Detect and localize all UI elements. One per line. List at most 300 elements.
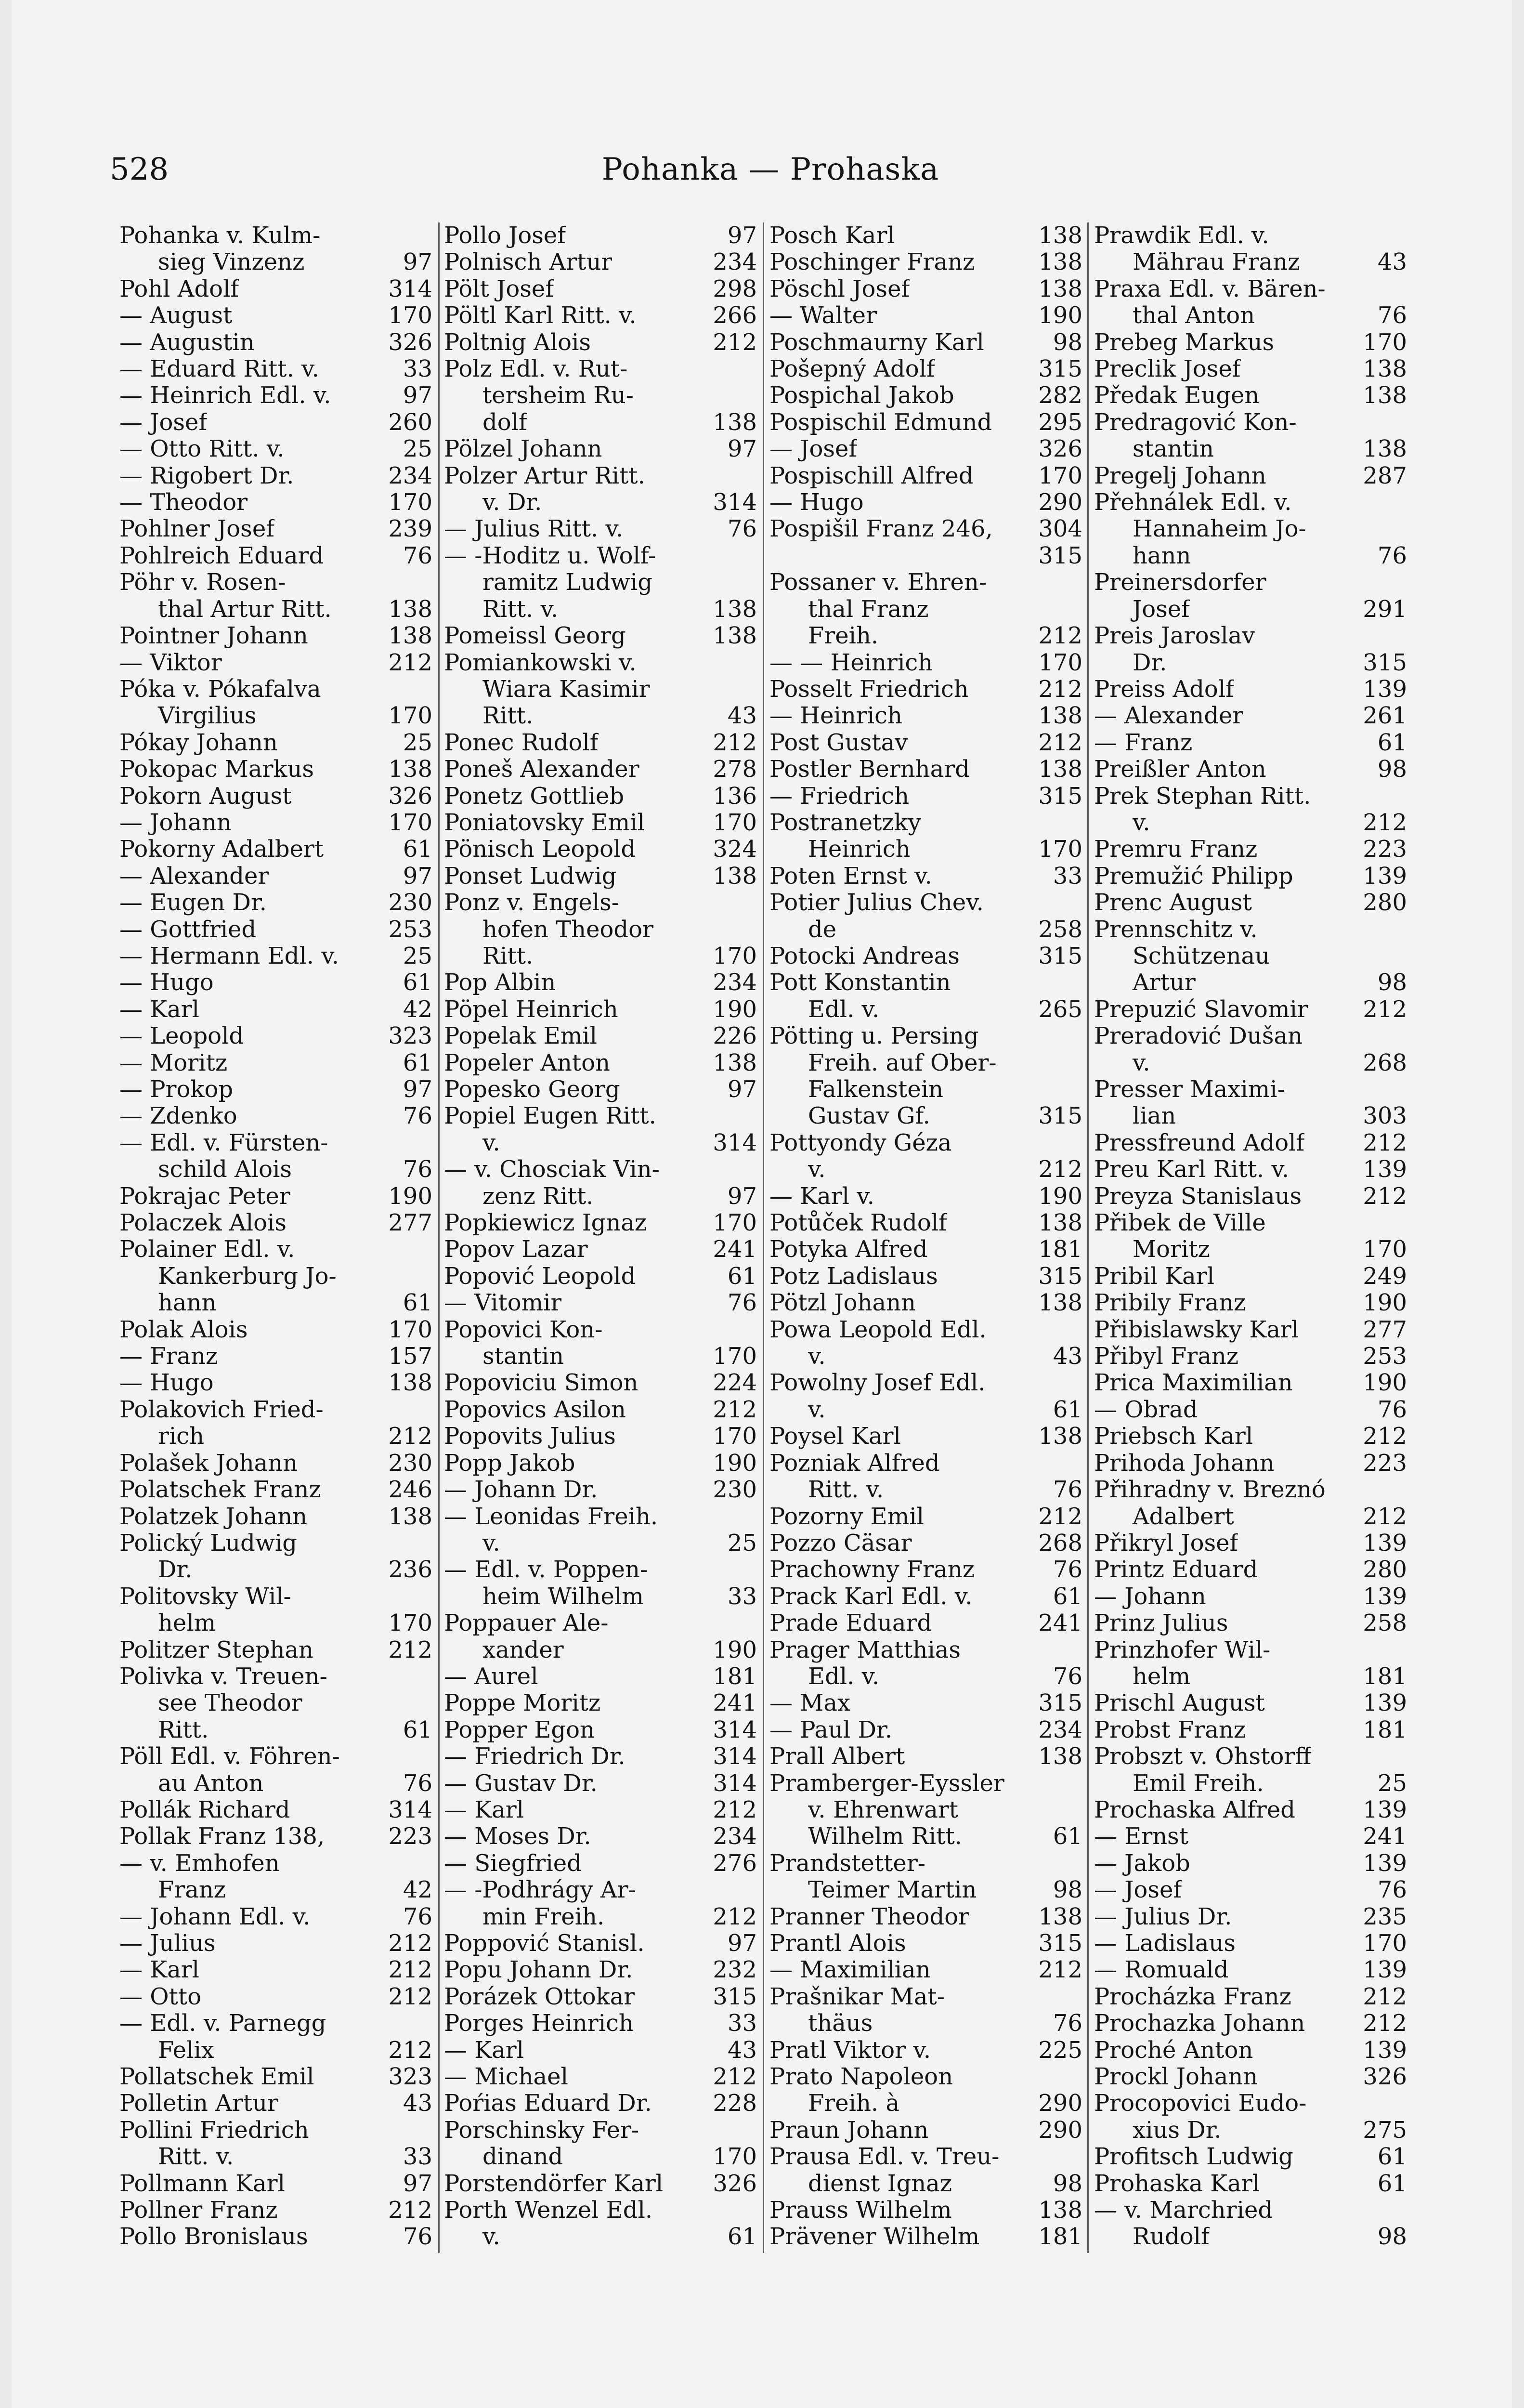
- entry-page-ref: 170: [1038, 649, 1082, 676]
- index-entry: [444, 863, 757, 890]
- index-entry: [769, 382, 1082, 409]
- entry-name: thäus: [808, 2010, 873, 2037]
- index-entry: [1094, 1610, 1407, 1636]
- entry-page-ref: 253: [1363, 1343, 1407, 1370]
- entry-name: Pospischill Alfred: [769, 462, 974, 489]
- entry-name: Prawdik Edl. v.: [1094, 222, 1269, 249]
- entry-name: v.: [482, 2224, 500, 2251]
- index-entry: [119, 943, 432, 969]
- entry-name: Pollner Franz: [119, 2197, 278, 2224]
- entry-page-ref: 97: [403, 2170, 432, 2197]
- entry-page-ref: 323: [388, 1022, 432, 1050]
- index-entry: [1094, 1130, 1407, 1156]
- entry-page-ref: 138: [1038, 249, 1082, 276]
- index-entry: [1094, 329, 1407, 356]
- entry-name: Postranetzky: [769, 809, 921, 836]
- entry-name: ramitz Ludwig: [482, 569, 652, 596]
- entry-page-ref: 138: [1038, 1423, 1082, 1450]
- entry-page-ref: 295: [1038, 408, 1082, 436]
- entry-name: Polatzek Johann: [119, 1503, 308, 1530]
- index-entry: [119, 863, 432, 890]
- index-entry: [769, 1370, 1082, 1396]
- index-entry: [769, 1610, 1082, 1636]
- entry-page-ref: 97: [727, 435, 757, 463]
- index-entry: [119, 1904, 432, 1930]
- index-entry: [1094, 1957, 1407, 1983]
- entry-page-ref: 234: [1038, 1716, 1082, 1743]
- entry-page-ref: 76: [403, 542, 432, 569]
- entry-name: Moritz: [1133, 1236, 1210, 1263]
- entry-name: Pomiankowski v.: [444, 649, 637, 676]
- index-entry: [769, 596, 1082, 623]
- entry-name: Prihoda Johann: [1094, 1450, 1275, 1477]
- index-entry: [1094, 836, 1407, 863]
- entry-name: — Otto: [119, 1983, 202, 2010]
- entry-name: Prato Napoleon: [769, 2064, 953, 2091]
- entry-name: Pozorny Emil: [769, 1503, 924, 1530]
- index-entry: [119, 1236, 432, 1263]
- entry-name: Poltnig Alois: [444, 329, 591, 356]
- index-entry: [769, 1290, 1082, 1316]
- entry-page-ref: 253: [388, 916, 432, 943]
- entry-name: Prischl August: [1094, 1690, 1265, 1717]
- entry-page-ref: 170: [388, 1610, 432, 1637]
- entry-name: — Zdenko: [119, 1103, 237, 1130]
- index-entry: [769, 1317, 1082, 1343]
- entry-name: Pokorn August: [119, 783, 292, 810]
- index-entry: [444, 1984, 757, 2010]
- entry-page-ref: 139: [1363, 675, 1407, 703]
- entry-page-ref: 76: [727, 1289, 757, 1317]
- entry-page-ref: 239: [388, 515, 432, 543]
- entry-page-ref: 76: [1053, 1476, 1082, 1504]
- index-entry: [1094, 969, 1407, 996]
- entry-page-ref: 170: [713, 1209, 757, 1237]
- index-entry: [1094, 436, 1407, 462]
- entry-name: Post Gustav: [769, 729, 908, 756]
- entry-page-ref: 139: [1363, 1689, 1407, 1717]
- entry-page-ref: 138: [713, 595, 757, 623]
- entry-name: Poŕias Eduard Dr.: [444, 2090, 652, 2117]
- index-entry: [444, 1290, 757, 1316]
- index-entry: [444, 810, 757, 836]
- entry-page-ref: 258: [1363, 1610, 1407, 1637]
- index-entry: [1094, 756, 1407, 783]
- entry-name: Popeler Anton: [444, 1049, 611, 1076]
- entry-page-ref: 170: [713, 809, 757, 836]
- index-entry: [444, 409, 757, 436]
- entry-name: — Vitomir: [444, 1290, 562, 1317]
- entry-page-ref: 212: [1363, 2010, 1407, 2037]
- index-entry: [1094, 356, 1407, 382]
- entry-page-ref: 170: [1038, 462, 1082, 489]
- entry-page-ref: 139: [1363, 1956, 1407, 1984]
- entry-page-ref: 323: [388, 2063, 432, 2091]
- index-entry: [1094, 1156, 1407, 1183]
- entry-name: Polletin Artur: [119, 2090, 278, 2117]
- entry-name: Emil Freih.: [1133, 1770, 1264, 1797]
- entry-name: — Siegfried: [444, 1850, 582, 1877]
- index-entry: [444, 2144, 757, 2170]
- index-entry: [1094, 1076, 1407, 1103]
- entry-name: Potůček Rudolf: [769, 1210, 947, 1237]
- entry-name: Ritt. v.: [808, 1477, 884, 1504]
- entry-name: Prochazka Johann: [1094, 2010, 1305, 2037]
- entry-page-ref: 76: [1053, 2010, 1082, 2037]
- index-entry: [444, 1423, 757, 1450]
- index-entry: [1094, 2064, 1407, 2090]
- entry-name: Mährau Franz: [1133, 249, 1300, 276]
- index-entry: [769, 2224, 1082, 2250]
- index-entry: [769, 1156, 1082, 1183]
- entry-page-ref: 138: [1038, 702, 1082, 730]
- entry-page-ref: 241: [713, 1236, 757, 1263]
- index-entry: [119, 890, 432, 916]
- entry-page-ref: 97: [727, 222, 757, 249]
- index-entry: [769, 1984, 1082, 2010]
- entry-page-ref: 25: [727, 1529, 757, 1557]
- entry-page-ref: 61: [403, 969, 432, 996]
- entry-page-ref: 76: [403, 2223, 432, 2251]
- entry-name: Prantl Alois: [769, 1930, 906, 1957]
- entry-name: Poysel Karl: [769, 1423, 901, 1450]
- index-entry: [769, 890, 1082, 916]
- entry-name: Pölzel Johann: [444, 436, 602, 463]
- entry-name: Heinrich: [808, 836, 911, 863]
- index-entry: [119, 1023, 432, 1049]
- index-entry: [444, 2197, 757, 2224]
- index-entry: [119, 302, 432, 329]
- index-column-1: [119, 222, 432, 2264]
- index-entry: [444, 1450, 757, 1477]
- entry-name: Pöltl Karl Ritt. v.: [444, 302, 637, 329]
- entry-name: Přibek de Ville: [1094, 1210, 1266, 1237]
- entry-name: v.: [1133, 809, 1150, 836]
- entry-name: Prack Karl Edl. v.: [769, 1583, 973, 1610]
- entry-page-ref: 326: [1038, 435, 1082, 463]
- entry-name: Prennschitz v.: [1094, 916, 1258, 943]
- running-head: Pohanka — Prohaska: [601, 152, 939, 187]
- index-entry: [1094, 2224, 1407, 2250]
- entry-page-ref: 212: [1038, 1156, 1082, 1183]
- entry-page-ref: 226: [713, 1022, 757, 1050]
- index-entry: [444, 676, 757, 703]
- entry-page-ref: 61: [1377, 2170, 1407, 2197]
- entry-name: Pollák Richard: [119, 1796, 290, 1823]
- entry-page-ref: 33: [403, 2143, 432, 2171]
- index-entry: [444, 623, 757, 649]
- index-entry: [119, 1343, 432, 1370]
- entry-name: Ritt.: [158, 1716, 209, 1743]
- entry-name: — Max: [769, 1690, 851, 1717]
- index-entry: [1094, 650, 1407, 676]
- index-entry: [444, 756, 757, 783]
- index-entry: [119, 1637, 432, 1663]
- entry-name: Prochaska Alfred: [1094, 1796, 1296, 1823]
- index-entry: [119, 2171, 432, 2197]
- entry-page-ref: 139: [1363, 1583, 1407, 1610]
- entry-page-ref: 138: [388, 622, 432, 650]
- entry-page-ref: 234: [713, 969, 757, 996]
- entry-name: — Leopold: [119, 1023, 244, 1050]
- entry-name: Prall Albert: [769, 1743, 905, 1770]
- entry-name: au Anton: [158, 1770, 264, 1797]
- index-entry: [119, 596, 432, 623]
- entry-page-ref: 326: [1363, 2063, 1407, 2091]
- index-entry: [119, 1663, 432, 1690]
- entry-page-ref: 76: [1377, 1396, 1407, 1423]
- index-entry: [119, 1850, 432, 1877]
- entry-name: — Edl. v. Fürsten-: [119, 1129, 328, 1156]
- index-entry: [444, 2010, 757, 2037]
- entry-page-ref: 43: [1053, 1343, 1082, 1370]
- index-entry: [769, 1183, 1082, 1210]
- entry-name: Pölt Josef: [444, 275, 554, 302]
- index-entry: [119, 1263, 432, 1290]
- entry-name: Dr.: [1133, 649, 1167, 676]
- entry-page-ref: 139: [1363, 1156, 1407, 1183]
- index-entry: [769, 810, 1082, 836]
- entry-page-ref: 138: [1363, 382, 1407, 409]
- index-entry: [1094, 2010, 1407, 2037]
- index-entry: [444, 1717, 757, 1743]
- index-entry: [1094, 810, 1407, 836]
- entry-name: Felix: [158, 2037, 214, 2064]
- entry-name: Pöhr v. Rosen-: [119, 569, 286, 596]
- entry-name: Hannaheim Jo-: [1133, 516, 1306, 543]
- entry-name: Popkiewicz Ignaz: [444, 1210, 647, 1237]
- entry-page-ref: 212: [1363, 1129, 1407, 1156]
- index-entry: [769, 756, 1082, 783]
- entry-name: Pollo Bronislaus: [119, 2224, 308, 2251]
- entry-name: Prek Stephan Ritt.: [1094, 783, 1311, 810]
- entry-page-ref: 212: [1363, 1182, 1407, 1210]
- entry-name: Poschmaurny Karl: [769, 329, 984, 356]
- entry-page-ref: 76: [727, 515, 757, 543]
- index-entry: [119, 1877, 432, 1903]
- entry-name: Pranner Theodor: [769, 1903, 970, 1930]
- index-entry: [1094, 943, 1407, 969]
- entry-page-ref: 138: [713, 408, 757, 436]
- index-entry: [769, 1050, 1082, 1076]
- index-entry: [119, 1317, 432, 1343]
- entry-name: Prinzhofer Wil-: [1094, 1636, 1271, 1663]
- entry-name: Printz Eduard: [1094, 1557, 1258, 1584]
- entry-name: — — Heinrich: [769, 649, 933, 676]
- entry-name: Polivka v. Treuen-: [119, 1663, 327, 1690]
- entry-page-ref: 97: [727, 1182, 757, 1210]
- entry-page-ref: 280: [1363, 889, 1407, 916]
- entry-name: Posch Karl: [769, 222, 895, 249]
- entry-name: Porges Heinrich: [444, 2010, 634, 2037]
- entry-name: Poppe Moritz: [444, 1690, 601, 1717]
- entry-name: — Johann: [119, 809, 232, 836]
- column-rule: [763, 222, 764, 2253]
- entry-page-ref: 25: [403, 435, 432, 463]
- index-entry: [119, 783, 432, 810]
- entry-name: v.: [482, 1530, 500, 1557]
- index-entry: [1094, 1850, 1407, 1877]
- entry-name: — Moses Dr.: [444, 1823, 591, 1850]
- entry-name: Procopovici Eudo-: [1094, 2090, 1307, 2117]
- page-number: 528: [110, 152, 169, 187]
- index-entry: [119, 382, 432, 409]
- entry-name: Premru Franz: [1094, 836, 1258, 863]
- entry-name: — Julius Dr.: [1094, 1903, 1232, 1930]
- index-entry: [444, 2117, 757, 2144]
- entry-name: Preyza Stanislaus: [1094, 1183, 1302, 1210]
- index-entry: [444, 1610, 757, 1636]
- entry-name: thal Anton: [1133, 302, 1255, 329]
- entry-page-ref: 234: [713, 249, 757, 276]
- entry-page-ref: 138: [1038, 1743, 1082, 1770]
- entry-page-ref: 61: [1053, 1583, 1082, 1610]
- index-entry: [444, 2037, 757, 2064]
- entry-page-ref: 287: [1363, 462, 1407, 489]
- entry-page-ref: 223: [1363, 836, 1407, 863]
- entry-name: — Maximilian: [769, 1957, 931, 1984]
- index-entry: [769, 1397, 1082, 1423]
- index-entry: [1094, 1717, 1407, 1743]
- entry-name: Pókay Johann: [119, 729, 278, 756]
- index-entry: [1094, 1317, 1407, 1343]
- index-entry: [119, 1984, 432, 2010]
- index-entry: [1094, 516, 1407, 542]
- entry-name: — Karl: [119, 996, 200, 1023]
- entry-page-ref: 314: [713, 1716, 757, 1743]
- index-entry: [769, 1450, 1082, 1477]
- index-entry: [444, 436, 757, 462]
- index-entry: [444, 1557, 757, 1583]
- index-entry: [119, 623, 432, 649]
- entry-name: Ritt.: [482, 942, 534, 969]
- entry-name: Praun Johann: [769, 2117, 929, 2144]
- entry-name: — Josef: [1094, 1877, 1182, 1904]
- entry-page-ref: 170: [1363, 328, 1407, 356]
- entry-page-ref: 97: [727, 1930, 757, 1957]
- entry-name: Powa Leopold Edl.: [769, 1316, 987, 1343]
- entry-name: Pohlner Josef: [119, 516, 274, 543]
- index-entry: [444, 730, 757, 756]
- index-entry: [769, 1584, 1082, 1610]
- entry-name: — August: [119, 302, 233, 329]
- index-entry: [1094, 409, 1407, 436]
- entry-page-ref: 138: [713, 862, 757, 890]
- index-entry: [1094, 249, 1407, 275]
- index-entry: [1094, 2037, 1407, 2064]
- index-entry: [1094, 1823, 1407, 1850]
- index-entry: [119, 1156, 432, 1183]
- entry-page-ref: 315: [1038, 1689, 1082, 1717]
- entry-name: Polakovich Fried-: [119, 1396, 324, 1423]
- entry-page-ref: 97: [403, 862, 432, 890]
- entry-page-ref: 212: [1038, 729, 1082, 756]
- entry-page-ref: 212: [1038, 622, 1082, 650]
- index-entry: [769, 329, 1082, 356]
- index-entry: [769, 1690, 1082, 1716]
- entry-page-ref: 315: [1038, 942, 1082, 969]
- entry-page-ref: 170: [388, 1316, 432, 1343]
- entry-name: — Johann Edl. v.: [119, 1903, 311, 1930]
- entry-page-ref: 43: [727, 2036, 757, 2064]
- entry-page-ref: 190: [1038, 302, 1082, 329]
- entry-page-ref: 25: [403, 942, 432, 969]
- entry-page-ref: 138: [1363, 355, 1407, 383]
- entry-name: Poniatovsky Emil: [444, 809, 645, 836]
- index-entry: [119, 1423, 432, 1450]
- entry-page-ref: 225: [1038, 2036, 1082, 2064]
- entry-name: heim Wilhelm: [482, 1583, 644, 1610]
- entry-name: — -Hoditz u. Wolf-: [444, 542, 656, 569]
- index-entry: [769, 996, 1082, 1023]
- index-entry: [769, 1770, 1082, 1797]
- entry-page-ref: 324: [713, 836, 757, 863]
- entry-name: v. Dr.: [482, 489, 542, 516]
- entry-name: Popper Egon: [444, 1716, 595, 1743]
- entry-page-ref: 98: [1053, 2170, 1082, 2197]
- index-entry: [444, 463, 757, 489]
- index-entry: [769, 1210, 1082, 1236]
- entry-name: — Gottfried: [119, 916, 257, 943]
- index-entry: [444, 836, 757, 863]
- entry-name: Dr.: [158, 1557, 193, 1584]
- index-entry: [119, 1183, 432, 1210]
- column-rule: [1087, 222, 1089, 2253]
- entry-name: Ponetz Gottlieb: [444, 783, 625, 810]
- entry-page-ref: 314: [713, 1769, 757, 1797]
- entry-page-ref: 25: [1377, 1769, 1407, 1797]
- entry-page-ref: 212: [388, 2197, 432, 2224]
- entry-name: sieg Vinzenz: [158, 249, 305, 276]
- index-entry: [119, 1690, 432, 1716]
- index-entry: [444, 1023, 757, 1049]
- entry-name: see Theodor: [158, 1690, 302, 1717]
- index-entry: [119, 676, 432, 703]
- entry-page-ref: 190: [713, 1449, 757, 1477]
- index-entry: [1094, 1904, 1407, 1930]
- index-entry: [1094, 1343, 1407, 1370]
- index-entry: [1094, 1263, 1407, 1290]
- index-entry: [769, 1263, 1082, 1290]
- entry-name: Priebsch Karl: [1094, 1423, 1253, 1450]
- entry-name: Pratl Viktor v.: [769, 2037, 931, 2064]
- entry-page-ref: 181: [1038, 2223, 1082, 2251]
- index-entry: [769, 2144, 1082, 2170]
- index-entry: [769, 1557, 1082, 1583]
- entry-name: Powolny Josef Edl.: [769, 1370, 986, 1397]
- entry-name: — Jakob: [1094, 1850, 1190, 1877]
- entry-name: Pozniak Alfred: [769, 1450, 940, 1477]
- entry-name: Poppović Stanisl.: [444, 1930, 645, 1957]
- entry-name: Adalbert: [1133, 1503, 1234, 1530]
- entry-page-ref: 223: [1363, 1449, 1407, 1477]
- index-entry: [119, 2090, 432, 2117]
- index-entry: [444, 222, 757, 249]
- entry-name: Pokopac Markus: [119, 756, 314, 783]
- index-entry: [444, 1904, 757, 1930]
- entry-page-ref: 76: [403, 1156, 432, 1183]
- index-entry: [769, 489, 1082, 516]
- index-entry: [1094, 1530, 1407, 1557]
- entry-page-ref: 33: [403, 355, 432, 383]
- index-entry: [444, 516, 757, 542]
- entry-name: Freih.: [808, 623, 879, 650]
- index-entry: [769, 463, 1082, 489]
- entry-name: Pohlreich Eduard: [119, 542, 324, 569]
- entry-name: — Johann Dr.: [444, 1477, 598, 1504]
- index-entry: [119, 810, 432, 836]
- entry-name: Schützenau: [1133, 942, 1270, 969]
